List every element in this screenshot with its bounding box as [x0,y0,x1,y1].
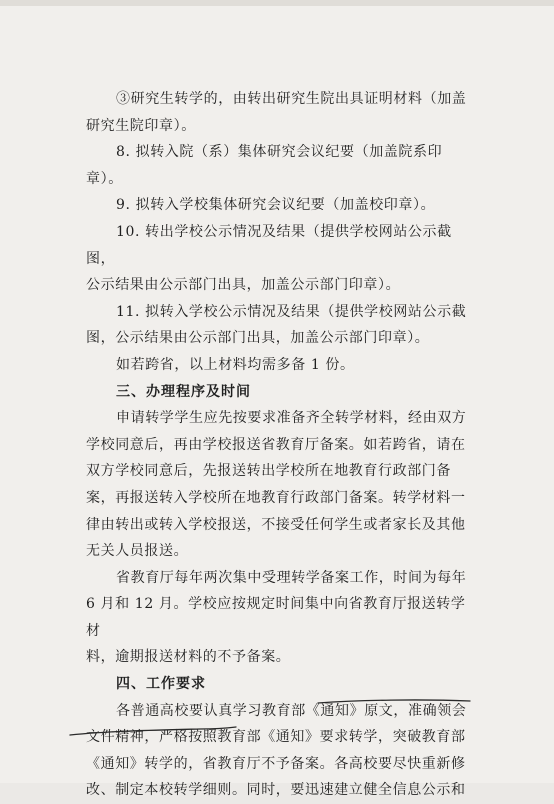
section-heading-3: 三、办理程序及时间 [116,383,251,400]
line-3: 9. 拟转入学校集体研究会议纪要（加盖校印章）。 [116,197,436,214]
document-body [86,86,476,804]
line-2: 8. 拟转入院（系）集体研究会议纪要（加盖院系印章）。 [86,144,443,187]
line-8c: 料，逾期报送材料的不予备案。 [86,649,291,666]
line-9a: 各普通高校要认真学习教育部《通知》原文，准确领会 [116,702,467,719]
line-9d: 改、制定本校转学细则。同时，要迅速建立健全信息公示和 [86,782,466,799]
line-4a: 10. 转出学校公示情况及结果（提供学校网站公示截图， [86,223,452,267]
line-7d: 案，再报送转入学校所在地教育行政部门备案。转学材料一 [86,489,466,506]
line-1b: 研究生院印章）。 [86,117,196,134]
line-7c: 双方学校同意后，先报送转出学校所在地教育行政部门备 [86,463,451,480]
line-8a: 省教育厅每年两次集中受理转学备案工作，时间为每年 [116,569,467,586]
line-7b: 学校同意后，再由学校报送省教育厅备案。如若跨省，请在 [86,436,466,453]
section-heading-4: 四、工作要求 [116,676,206,693]
line-7f: 无关人员报送。 [86,543,189,560]
line-5b: 图，公示结果由公示部门出具，加盖公示部门印章）。 [86,330,430,347]
line-5a: 11. 拟转入学校公示情况及结果（提供学校网站公示截 [116,303,467,320]
line-7a: 申请转学学生应先按要求准备齐全转学材料，经由双方 [116,410,467,427]
line-4b: 公示结果由公示部门出具，加盖公示部门印章）。 [86,277,401,294]
line-8b: 6 月和 12 月。学校应按规定时间集中向省教育厅报送转学材 [86,596,466,639]
line-7e: 律由转出或转入学校报送，不接受任何学生或者家长及其他 [86,516,466,533]
page-top-edge [0,0,554,6]
line-6: 如若跨省，以上材料均需多备 1 份。 [116,356,355,373]
line-9c: 《通知》转学的，省教育厅不予备案。各高校要尽快重新修 [86,755,466,772]
line-1a: ③研究生转学的，由转出研究生院出具证明材料（加盖 [116,91,467,107]
line-9b: 文件精神，严格按照教育部《通知》要求转学，突破教育部 [86,729,466,746]
